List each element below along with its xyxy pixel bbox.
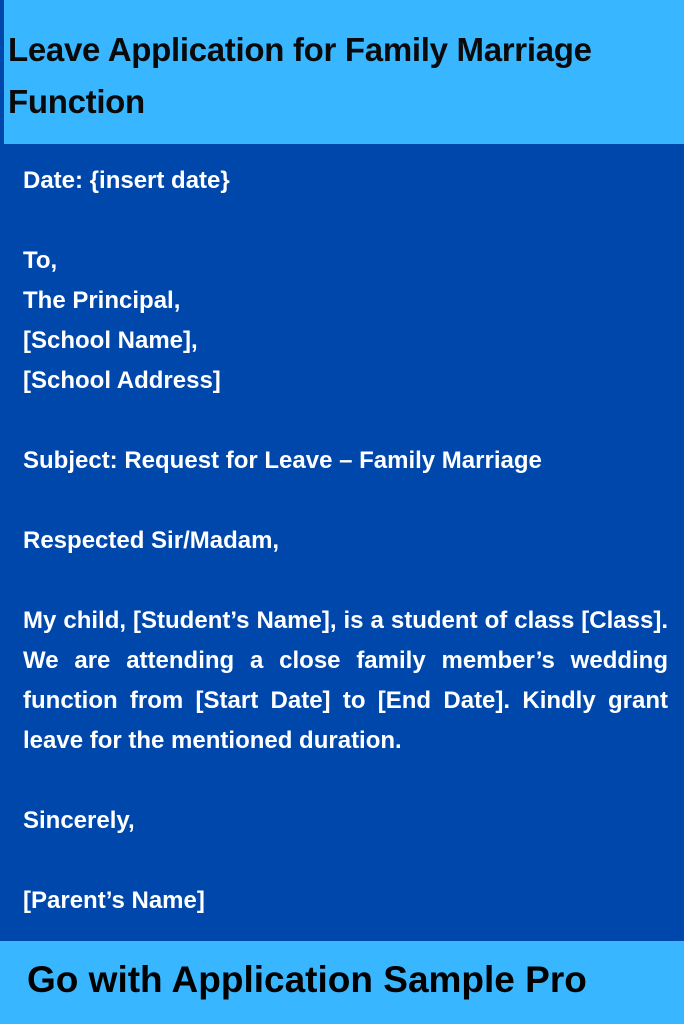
letter-school-address: [School Address] [23, 367, 221, 394]
letter-recipient: The Principal, [23, 287, 181, 314]
spacer [23, 841, 668, 881]
letter-body [23, 161, 668, 921]
footer-brand-text: Go with Application Sample Pro [27, 959, 587, 1000]
letter-closing: Sincerely, [23, 807, 135, 834]
letter-signature: [Parent’s Name] [23, 887, 205, 914]
spacer [23, 761, 668, 801]
letter-salutation: Respected Sir/Madam, [23, 527, 280, 554]
footer-banner [0, 941, 684, 1024]
spacer [23, 401, 668, 441]
spacer [23, 201, 668, 241]
spacer [23, 481, 668, 521]
header-banner [0, 0, 684, 144]
letter-subject: Subject: Request for Leave – Family Marriage [23, 447, 542, 474]
letter-school-name: [School Name], [23, 327, 198, 354]
page-title: Leave Application for Family Marriage Function [8, 31, 592, 120]
letter-date: Date: {insert date} [23, 167, 230, 194]
spacer [23, 561, 668, 601]
letter-paragraph: My child, [Student’s Name], is a student of class [Class]. We are attending a close family member’s wedding function from [Start Date] to [End Date]. Kindly grant leave for the mentioned duration. [23, 607, 668, 754]
letter-to: To, [23, 247, 58, 274]
